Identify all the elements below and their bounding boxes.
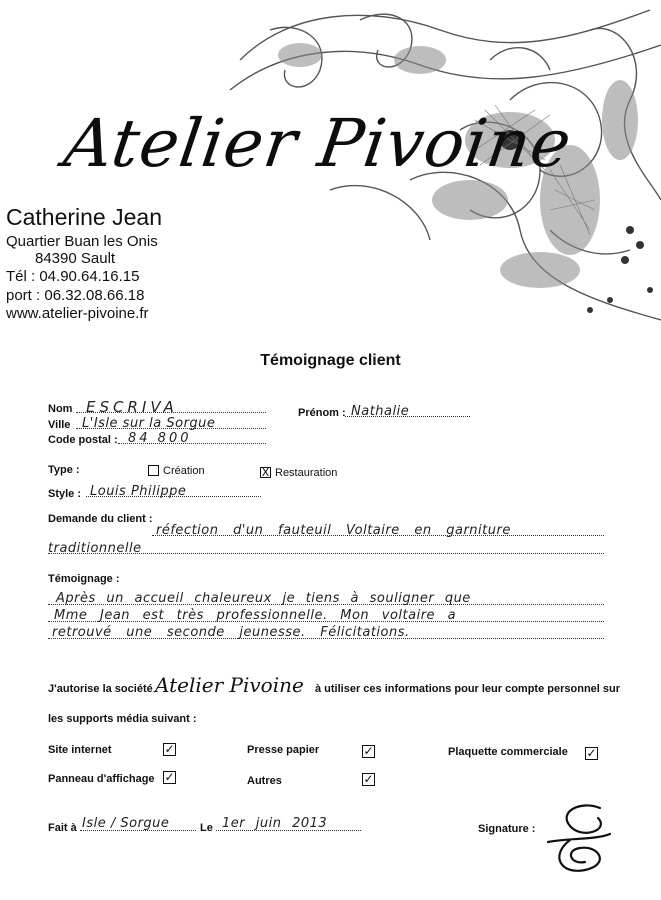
- autorise-prefix: J'autorise la société: [48, 683, 153, 695]
- style-label: Style :: [48, 488, 82, 500]
- ville-value: L'Isle sur la Sorgue: [82, 416, 216, 431]
- plaquette-label: Plaquette commerciale: [448, 746, 568, 758]
- autres-checkbox[interactable]: ✓: [363, 772, 374, 786]
- restauration-label: Restauration: [275, 467, 338, 479]
- site-internet-checkbox[interactable]: ✓: [164, 742, 175, 756]
- site-internet-label: Site internet: [48, 744, 112, 756]
- demande-text-2: traditionnelle: [48, 541, 142, 556]
- temoignage-line-1[interactable]: [48, 589, 604, 605]
- contact-name: Catherine Jean: [6, 204, 162, 230]
- demande-line-2[interactable]: [48, 539, 604, 554]
- le-field[interactable]: [216, 814, 361, 831]
- temoignage-label: Témoignage :: [48, 573, 120, 585]
- temoignage-text-2: Mme Jean est très professionnelle. Mon voltaire a: [54, 608, 457, 623]
- supports-label: les supports média suivant :: [48, 713, 197, 725]
- plaquette-checkbox[interactable]: ✓: [586, 746, 597, 760]
- le-value: 1er juin 2013: [222, 816, 328, 831]
- autres-label: Autres: [247, 775, 282, 787]
- signature-scribble: [540, 800, 620, 880]
- autorise-company: Atelier Pivoine: [155, 673, 304, 697]
- nom-field[interactable]: [76, 398, 266, 416]
- fait-a-field[interactable]: [80, 814, 196, 831]
- prenom-field[interactable]: [345, 402, 470, 417]
- demande-text-1: réfection d'un fauteuil Voltaire en garniture: [156, 523, 511, 538]
- form-title: Témoignage client: [260, 352, 401, 369]
- signature-label: Signature :: [478, 823, 536, 835]
- address-line-1: Quartier Buan les Onis: [6, 233, 158, 250]
- prenom-value: Nathalie: [351, 404, 410, 419]
- style-field[interactable]: [86, 482, 261, 497]
- code-postal-value: 84 800: [128, 431, 192, 446]
- demande-label: Demande du client :: [48, 513, 153, 525]
- demande-line-1[interactable]: [152, 521, 604, 536]
- presse-papier-label: Presse papier: [247, 744, 320, 756]
- website-link[interactable]: www.atelier-pivoine.fr: [6, 305, 149, 322]
- fait-a-value: Isle / Sorgue: [82, 816, 170, 831]
- mobile-number: port : 06.32.08.66.18: [6, 287, 145, 304]
- temoignage-text-1: Après un accueil chaleureux je tiens à souligner que: [56, 591, 471, 606]
- temoignage-text-3: retrouvé une seconde jeunesse. Félicitations.: [52, 625, 410, 640]
- temoignage-line-2[interactable]: [48, 606, 604, 622]
- creation-checkbox[interactable]: [148, 465, 159, 476]
- nom-label: Nom: [48, 403, 73, 415]
- creation-label: Création: [163, 465, 205, 477]
- panneau-label: Panneau d'affichage: [48, 773, 155, 785]
- presse-papier-checkbox[interactable]: ✓: [363, 744, 374, 758]
- nom-value: ESCRIVA: [86, 398, 178, 416]
- phone-number: Tél : 04.90.64.16.15: [6, 268, 140, 285]
- autorise-suffix: à utiliser ces informations pour leur compte personnel sur: [315, 683, 621, 695]
- code-postal-label: Code postal :: [48, 434, 118, 446]
- restauration-checkbox[interactable]: X: [261, 466, 270, 479]
- company-logo: Atelier Pivoine: [59, 105, 577, 182]
- ville-label: Ville: [48, 419, 71, 431]
- code-postal-field[interactable]: [118, 429, 266, 444]
- style-value: Louis Philippe: [90, 484, 187, 499]
- ville-field[interactable]: [76, 414, 266, 429]
- type-label: Type :: [48, 464, 80, 476]
- panneau-checkbox[interactable]: ✓: [164, 770, 175, 784]
- temoignage-line-3[interactable]: [48, 623, 604, 639]
- address-line-2: 84390 Sault: [35, 250, 116, 267]
- le-label: Le: [200, 822, 213, 834]
- prenom-label: Prénom :: [298, 407, 346, 419]
- fait-a-label: Fait à: [48, 822, 77, 834]
